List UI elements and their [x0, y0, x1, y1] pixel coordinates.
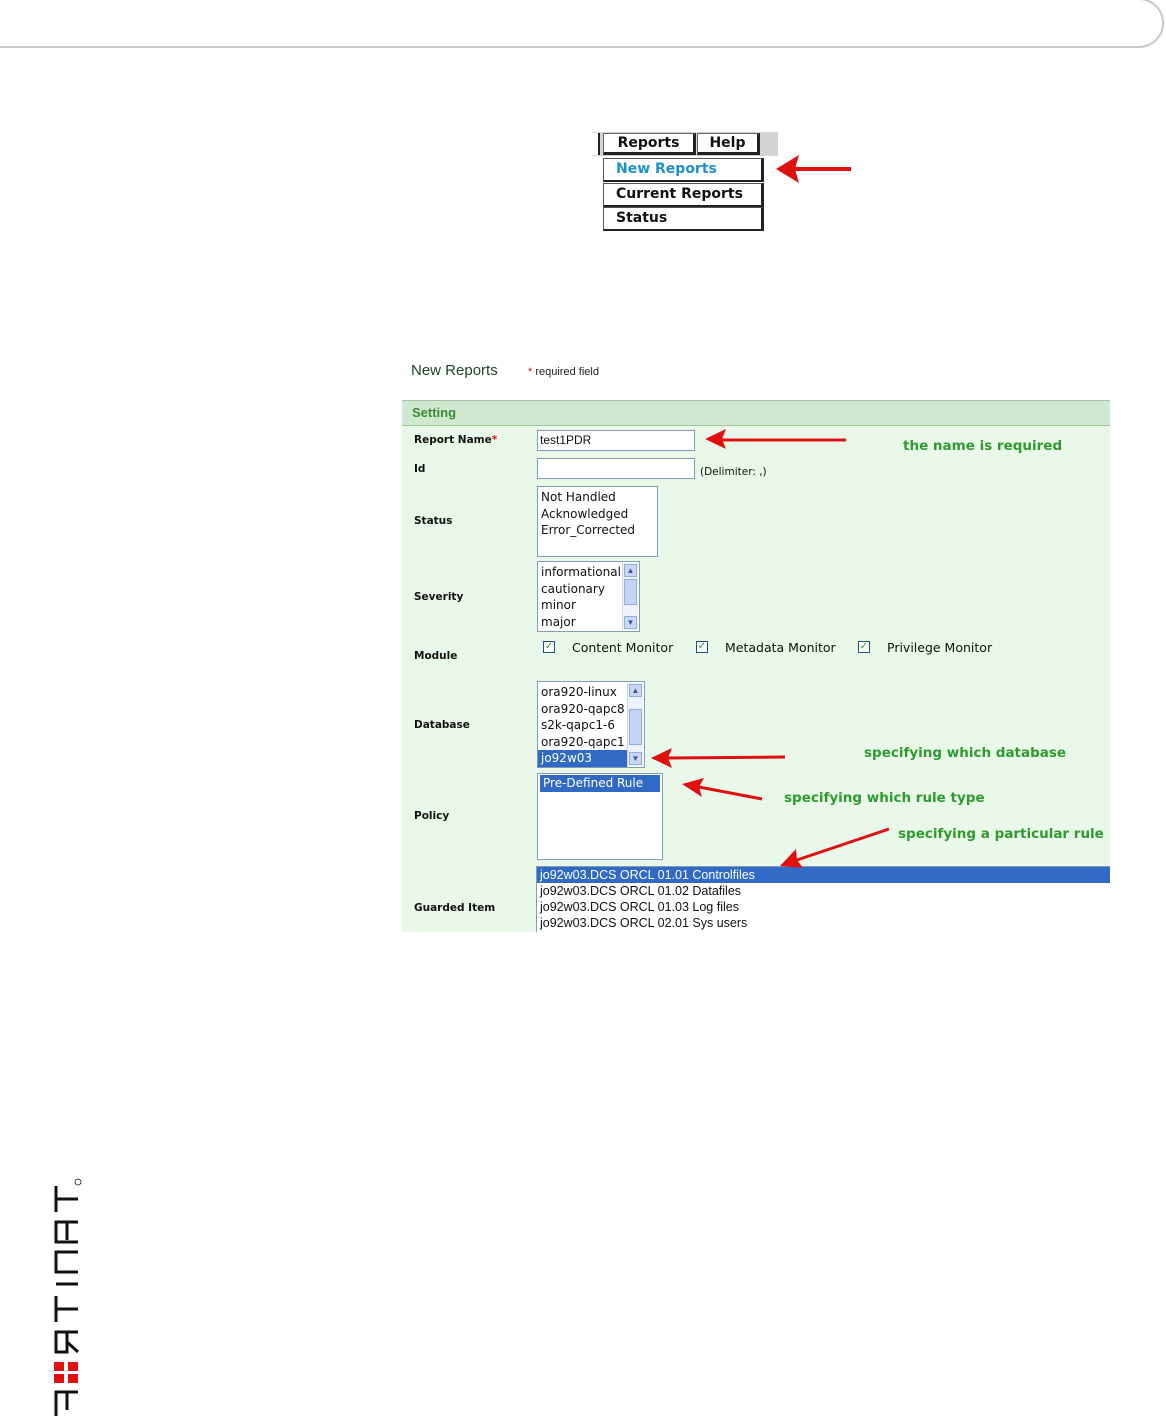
scroll-thumb[interactable]: [629, 709, 642, 745]
database-listbox[interactable]: [537, 681, 645, 768]
privilege-monitor-label: Privilege Monitor: [887, 640, 993, 655]
menu-tab-reports[interactable]: Reports: [603, 133, 696, 155]
status-option[interactable]: Not Handled: [541, 490, 616, 504]
delimiter-hint: (Delimiter: ,): [700, 466, 767, 478]
database-option-selected[interactable]: jo92w03: [538, 750, 627, 767]
menu-item-current-reports[interactable]: Current Reports: [603, 183, 764, 207]
status-option[interactable]: Error_Corrected: [541, 523, 636, 537]
status-label: Status: [414, 515, 453, 527]
scroll-down-icon[interactable]: ▼: [624, 616, 637, 629]
severity-scrollbar[interactable]: [622, 563, 638, 630]
database-option[interactable]: s2k-qapc1-6: [541, 718, 615, 732]
status-listbox[interactable]: [537, 486, 658, 557]
metadata-monitor-label: Metadata Monitor: [725, 640, 836, 655]
annotation-particular-rule: specifying a particular rule: [898, 826, 1104, 842]
report-name-label: [414, 434, 497, 446]
form-title: New Reports: [411, 362, 498, 379]
scroll-up-icon[interactable]: ▲: [624, 564, 637, 577]
severity-option[interactable]: cautionary: [541, 581, 605, 596]
guarded-item-option-selected[interactable]: jo92w03.DCS ORCL 01.01 Controlfiles: [537, 867, 1110, 883]
scroll-down-icon[interactable]: ▼: [629, 752, 642, 765]
id-label: Id: [414, 463, 426, 475]
metadata-monitor-checkbox[interactable]: ✓: [697, 641, 707, 652]
status-option[interactable]: Acknowledged: [541, 506, 629, 521]
required-star: *: [528, 366, 533, 378]
policy-listbox[interactable]: [537, 773, 663, 860]
database-option[interactable]: ora920-linux: [541, 685, 617, 699]
severity-listbox[interactable]: [537, 561, 640, 632]
policy-label: Policy: [414, 810, 450, 822]
content-monitor-label: Content Monitor: [572, 640, 674, 655]
brand-logo: [48, 1172, 88, 1422]
arrow-new-reports: [776, 155, 851, 183]
menu-bar-separator: [592, 133, 600, 155]
scroll-thumb[interactable]: [624, 579, 637, 605]
database-option[interactable]: ora920-qapc8: [541, 701, 625, 716]
guarded-item-option[interactable]: jo92w03.DCS ORCL 02.01 Sys users: [540, 916, 748, 930]
content-monitor-checkbox[interactable]: ✓: [544, 641, 554, 652]
guarded-item-listbox[interactable]: [536, 866, 1110, 932]
privilege-monitor-checkbox[interactable]: ✓: [859, 641, 869, 652]
database-label: Database: [414, 719, 470, 731]
annotation-which-database: specifying which database: [864, 745, 1067, 761]
guarded-item-option[interactable]: jo92w03.DCS ORCL 01.02 Datafiles: [540, 884, 742, 898]
severity-option[interactable]: informational: [541, 565, 621, 579]
setting-title: Setting: [412, 405, 457, 420]
required-field-note: [528, 366, 599, 378]
reports-menu: [592, 132, 780, 236]
report-name-label-text: Report Name: [414, 434, 492, 446]
id-input[interactable]: [537, 458, 695, 479]
menu-tab-help[interactable]: Help: [697, 133, 760, 155]
setting-header: [402, 400, 1110, 426]
module-label: Module: [414, 650, 458, 662]
guarded-item-label: Guarded Item: [414, 902, 496, 914]
page-header-bar: [0, 0, 1164, 48]
menu-item-status[interactable]: Status: [603, 207, 764, 231]
setting-section: [402, 400, 1110, 932]
scroll-up-icon[interactable]: ▲: [629, 684, 642, 697]
severity-option[interactable]: major: [541, 614, 576, 629]
annotation-name-required: the name is required: [903, 438, 1063, 454]
report-name-input[interactable]: test1PDR: [537, 430, 695, 451]
required-star: *: [491, 434, 498, 446]
guarded-item-option[interactable]: jo92w03.DCS ORCL 01.03 Log files: [540, 900, 739, 914]
policy-option-selected[interactable]: Pre-Defined Rule: [540, 775, 660, 792]
database-option[interactable]: ora920-qapc1: [541, 734, 625, 749]
database-scrollbar[interactable]: [627, 683, 643, 766]
severity-option[interactable]: minor: [541, 598, 576, 612]
fortinet-logo-icon: [48, 1172, 88, 1422]
required-note-text: required field: [535, 366, 599, 378]
severity-label: Severity: [414, 591, 464, 603]
annotation-which-rule-type: specifying which rule type: [784, 790, 985, 806]
menu-item-new-reports[interactable]: New Reports: [603, 158, 764, 182]
